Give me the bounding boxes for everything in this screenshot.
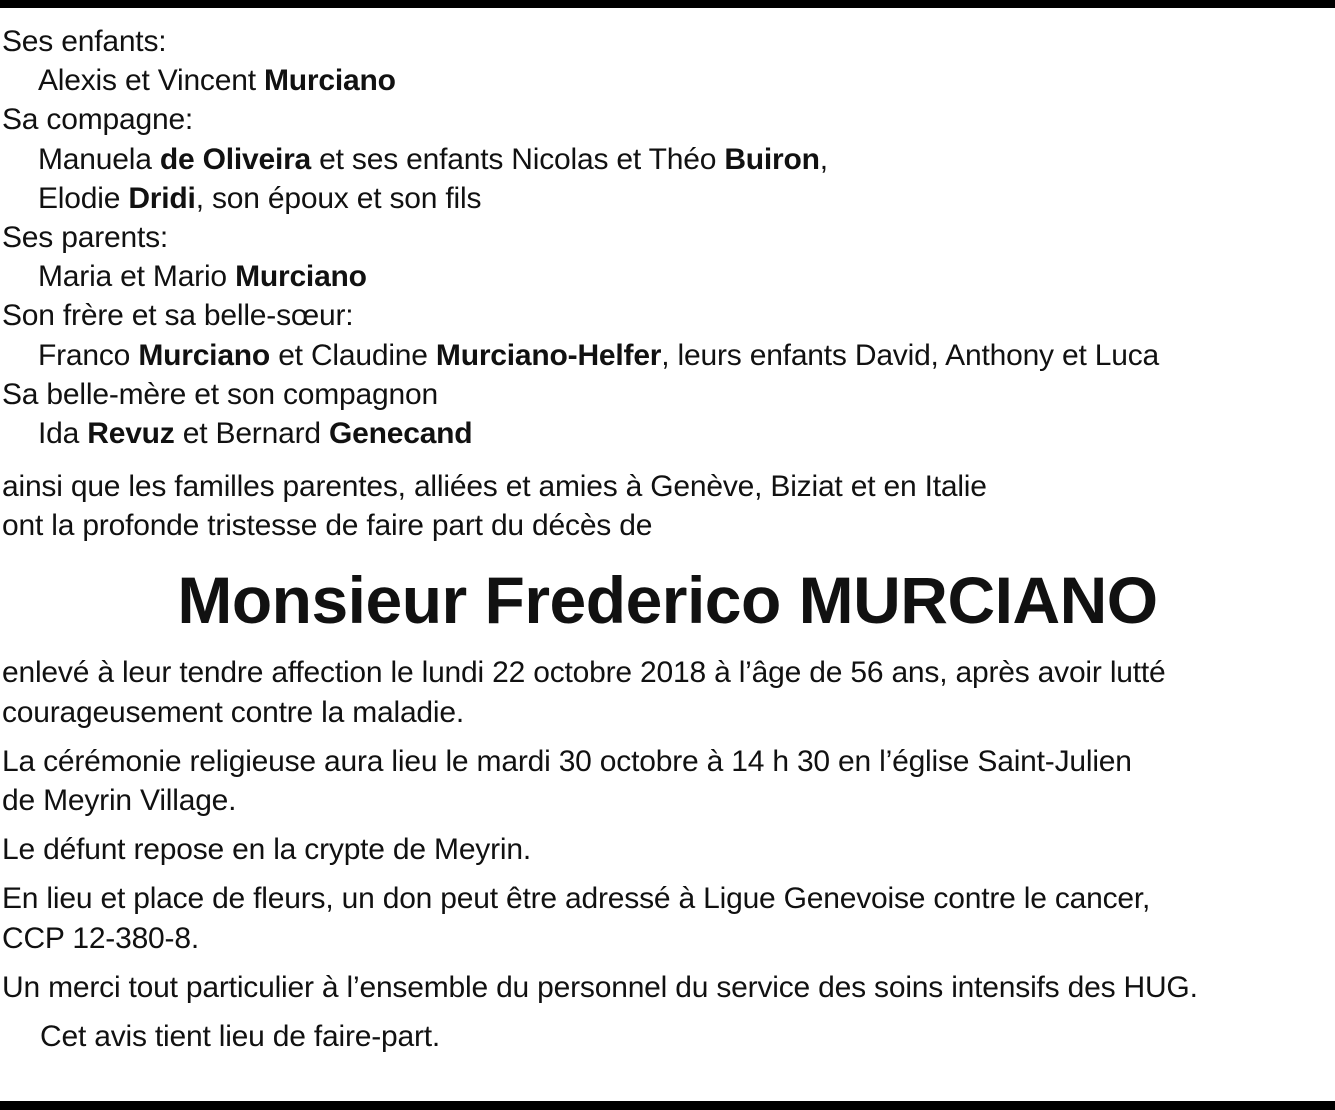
announcement-line-1: ainsi que les familles parentes, alliées et amies à Genève, Biziat et en Italie xyxy=(2,470,987,504)
ceremony-paragraph xyxy=(2,742,1333,820)
parents-heading: Ses parents: xyxy=(2,220,169,254)
children-surname: Murciano xyxy=(263,64,396,98)
partner-end: , xyxy=(819,142,828,176)
inlaw-line xyxy=(2,414,1333,453)
deceased-name: Monsieur Frederico MURCIANO xyxy=(177,563,1158,638)
sibling-heading: Son frère et sa belle-sœur: xyxy=(2,299,354,333)
closing-line: Cet avis tient lieu de faire-part. xyxy=(40,1019,441,1053)
death-paragraph xyxy=(2,653,1333,731)
elodie-line xyxy=(2,179,1333,218)
parents-surname: Murciano xyxy=(235,260,367,294)
partner-children-surname: Buiron xyxy=(724,142,820,176)
inlaw-surname: Revuz xyxy=(87,416,175,450)
death-line-1: enlevé à leur tendre affection le lundi 22 octobre 2018 à l’âge de 56 ans, après avoir lutté xyxy=(2,656,1166,690)
partner-line xyxy=(2,140,1333,179)
sibling-first-name: Franco xyxy=(38,338,139,372)
death-line-2: courageusement contre la maladie. xyxy=(2,695,465,729)
inlaw-mid-text: et Bernard xyxy=(174,416,329,450)
sister-in-law-surname: Murciano-Helfer xyxy=(435,338,662,372)
donation-line-1: En lieu et place de fleurs, un don peut être adressé à Ligue Genevoise contre le cancer, xyxy=(2,882,1151,916)
partner-first-name: Manuela xyxy=(38,142,160,176)
partner-surname: de Oliveira xyxy=(159,142,312,176)
top-rule xyxy=(0,0,1335,8)
inlaw-heading: Sa belle-mère et son compagnon xyxy=(2,377,438,411)
elodie-first-name: Elodie xyxy=(38,181,129,215)
children-heading: Ses enfants: xyxy=(2,25,167,58)
partner-heading: Sa compagne: xyxy=(2,103,194,137)
spacer xyxy=(2,453,1333,467)
bottom-rule xyxy=(0,1101,1335,1110)
sibling-end: , leurs enfants David, Anthony et Luca xyxy=(661,338,1159,372)
thanks-line: Un merci tout particulier à l’ensemble du personnel du service des soins intensifs des HUG. xyxy=(2,970,1198,1004)
inlaw-partner-surname: Genecand xyxy=(328,416,473,450)
rest-line: Le défunt repose en la crypte de Meyrin. xyxy=(2,833,531,867)
donation-paragraph xyxy=(2,879,1333,957)
announcement-line-2: ont la profonde tristesse de faire part du décès de xyxy=(2,509,653,543)
donation-line-2: CCP 12-380-8. xyxy=(2,921,199,955)
elodie-surname: Dridi xyxy=(128,181,196,215)
partner-mid-text: et ses enfants Nicolas et Théo xyxy=(311,142,725,176)
sibling-line xyxy=(2,336,1333,375)
sibling-mid-text: et Claudine xyxy=(270,338,436,372)
children-first-names: Alexis et Vincent xyxy=(38,64,264,98)
sibling-surname: Murciano xyxy=(138,338,271,372)
parents-line xyxy=(2,257,1333,296)
thanks-paragraph xyxy=(2,968,1333,1007)
parents-first-names: Maria et Mario xyxy=(38,260,236,294)
children-line xyxy=(2,61,1333,100)
rest-paragraph xyxy=(2,830,1333,869)
ceremony-line-1: La cérémonie religieuse aura lieu le mardi 30 octobre à 14 h 30 en l’église Saint-Julien xyxy=(2,744,1132,778)
obituary-notice xyxy=(2,22,1333,1056)
elodie-end: , son époux et son fils xyxy=(195,181,482,215)
ceremony-line-2: de Meyrin Village. xyxy=(2,784,237,817)
inlaw-first-name: Ida xyxy=(38,416,88,450)
